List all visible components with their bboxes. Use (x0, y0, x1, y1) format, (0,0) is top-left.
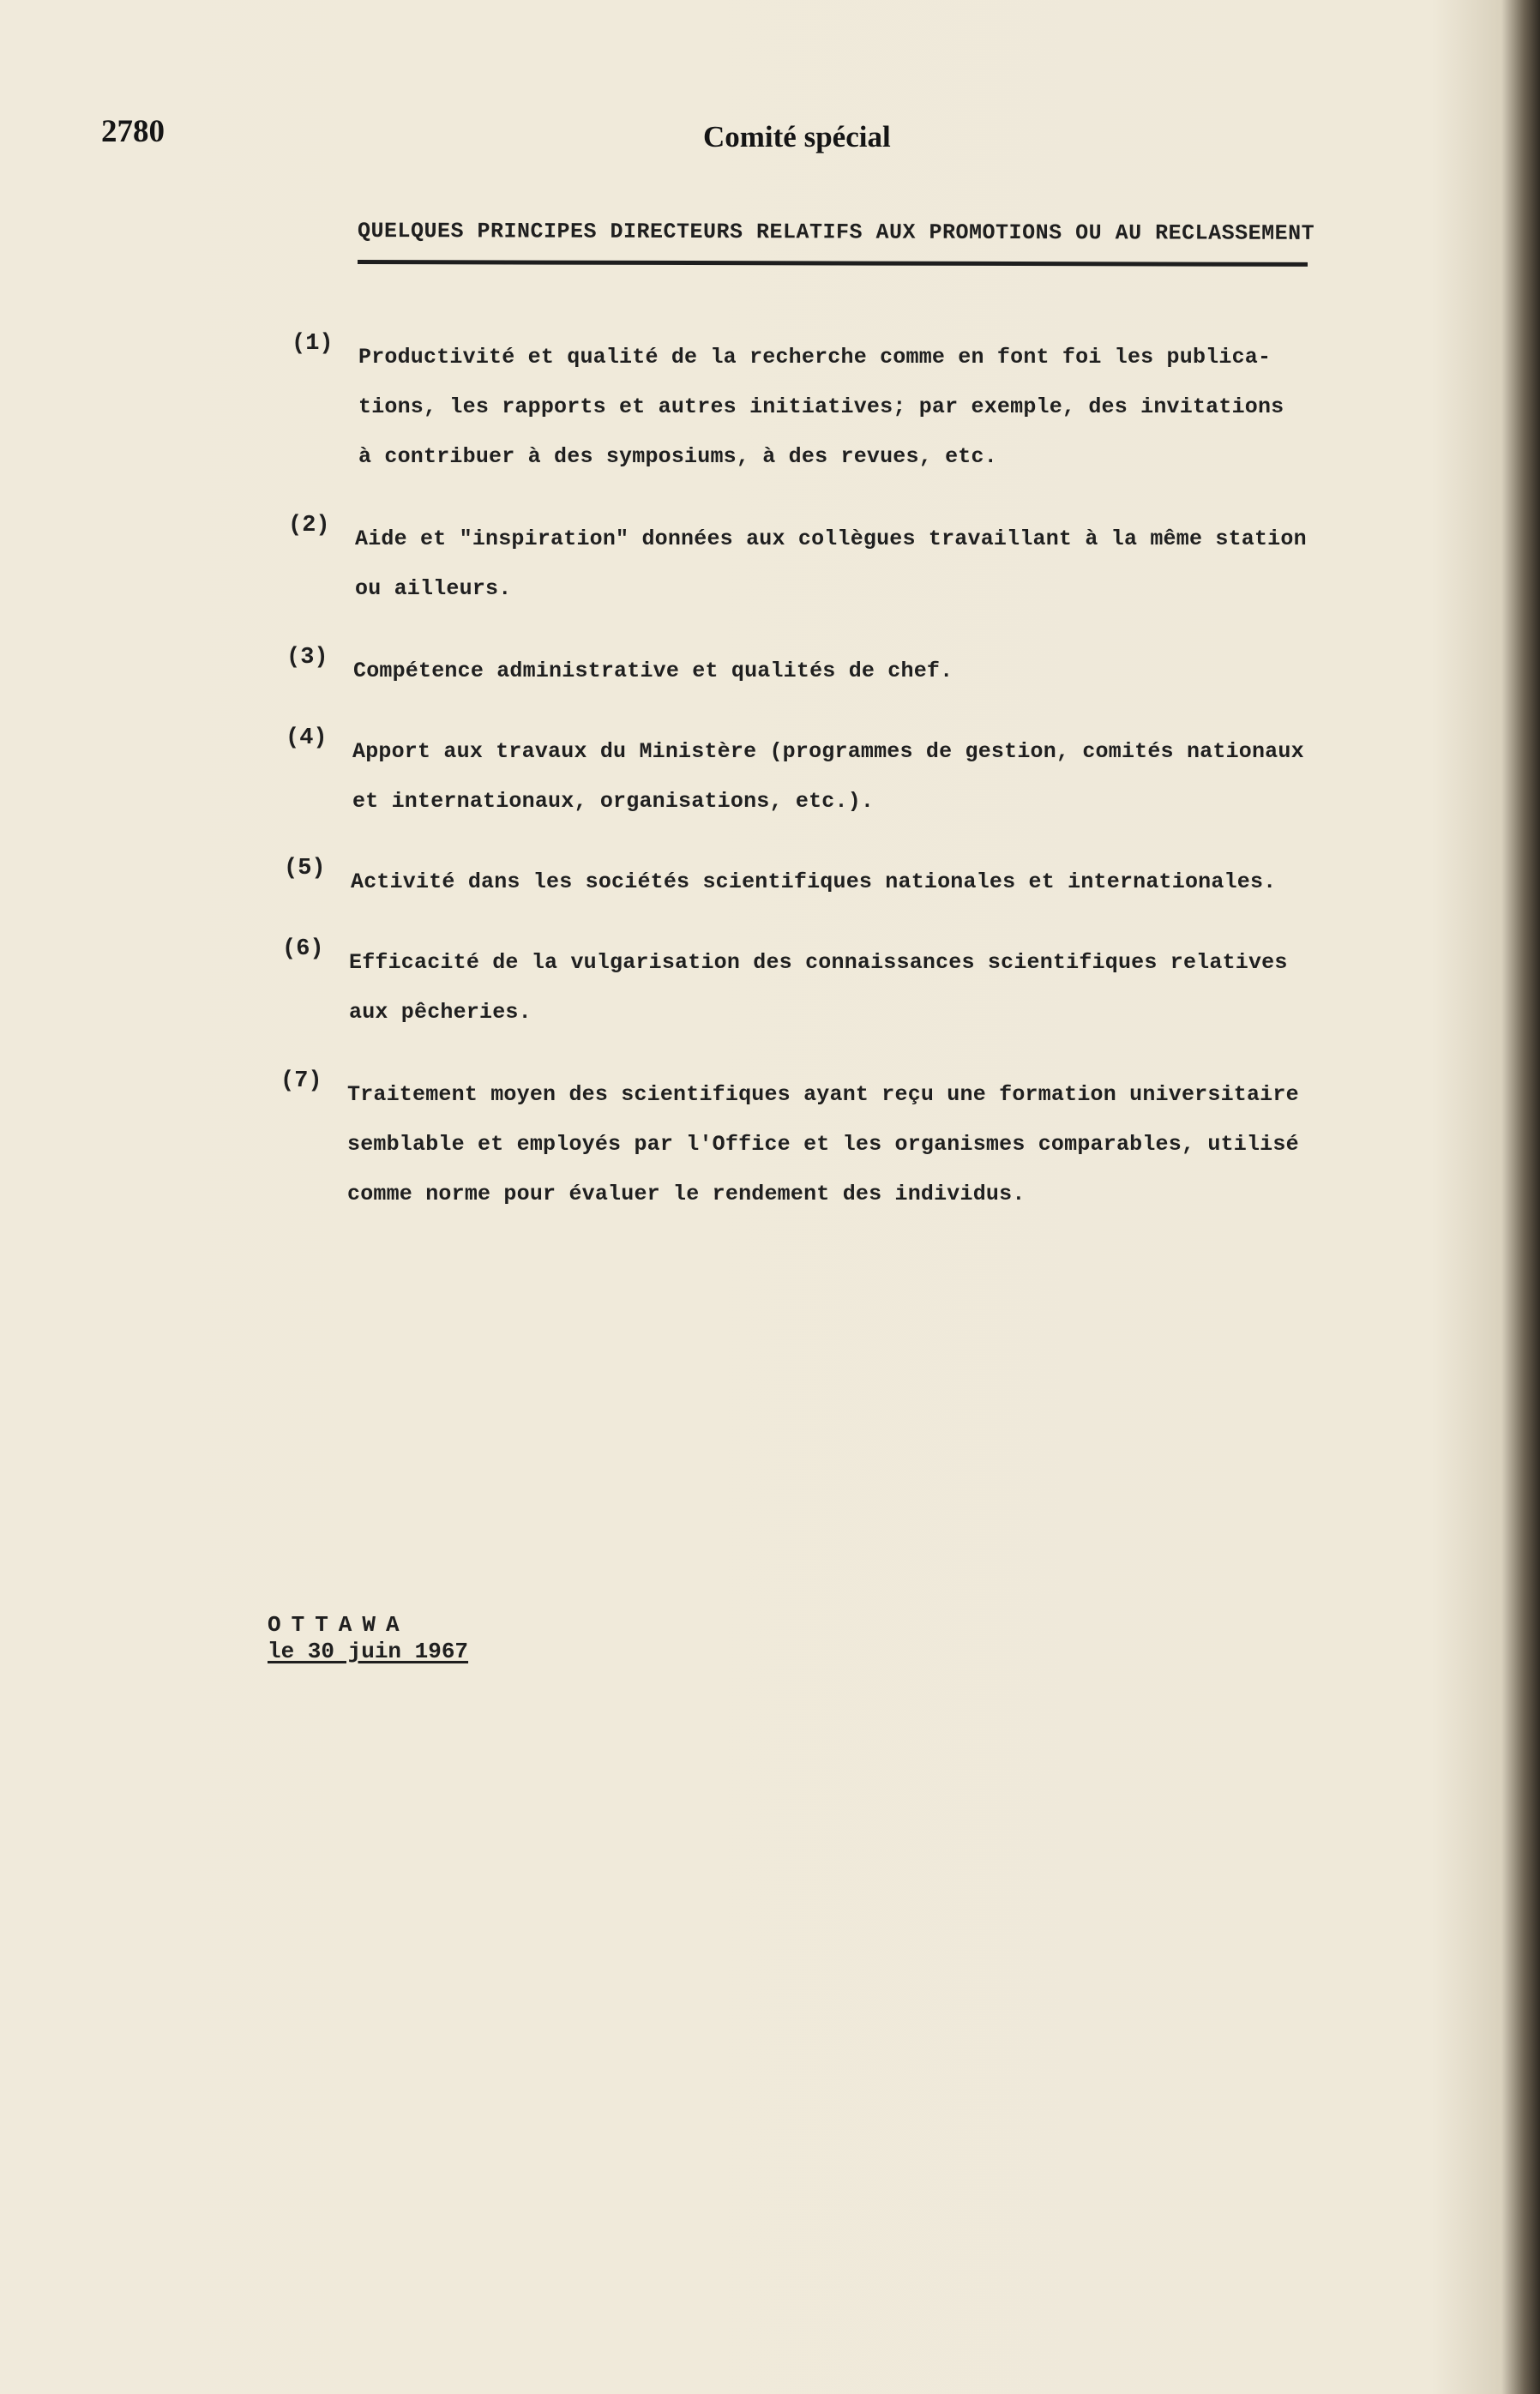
item-line: Traitement moyen des scientifiques ayant reçu une formation universitaire (347, 1082, 1299, 1107)
item-number: (1) (292, 331, 334, 357)
item-number: (7) (280, 1068, 322, 1094)
item-number: (3) (286, 645, 328, 671)
item-line: Activité dans les sociétés scientifiques nationales et internationales. (351, 869, 1277, 894)
item-line: ou ailleurs. (355, 576, 512, 601)
page-number: 2780 (101, 114, 165, 149)
item-text (352, 727, 1347, 827)
item-line: comme norme pour évaluer le rendement des individus. (347, 1182, 1026, 1206)
item-line: aux pêcheries. (349, 1000, 532, 1025)
item-text (347, 1070, 1351, 1219)
item-text (358, 333, 1336, 482)
item-line: à contribuer à des symposiums, à des revues, etc. (358, 444, 997, 469)
item-line: Apport aux travaux du Ministère (programmes de gestion, comités nationaux (352, 739, 1304, 764)
item-text (353, 647, 1339, 696)
item-line: tions, les rapports et autres initiatives; par exemple, des invitations (358, 394, 1284, 419)
item-text (349, 938, 1344, 1038)
item-number: (2) (288, 513, 330, 538)
signoff-city: OTTAWA (268, 1612, 410, 1638)
item-line: et internationaux, organisations, etc.). (352, 789, 875, 814)
item-line: Compétence administrative et qualités de chef. (353, 659, 953, 683)
item-number: (5) (284, 856, 326, 881)
item-line: Efficacité de la vulgarisation des connaissances scientifiques relatives (349, 950, 1288, 975)
item-line: semblable et employés par l'Office et les organismes comparables, utilisé (347, 1132, 1299, 1157)
title-underline (358, 260, 1308, 267)
item-number: (6) (282, 936, 324, 962)
document-title: QUELQUES PRINCIPES DIRECTEURS RELATIFS AUX PROMOTIONS OU AU RECLASSEMENT (357, 219, 1315, 246)
item-number: (4) (286, 725, 328, 751)
signoff-date: le 30 juin 1967 (268, 1639, 469, 1664)
item-text (355, 514, 1341, 614)
item-line: Productivité et qualité de la recherche comme en font foi les publica- (358, 345, 1272, 370)
item-text (351, 857, 1345, 907)
running-head: Comité spécial (703, 120, 891, 153)
item-line: Aide et "inspiration" données aux collègues travaillant à la même station (355, 526, 1307, 551)
